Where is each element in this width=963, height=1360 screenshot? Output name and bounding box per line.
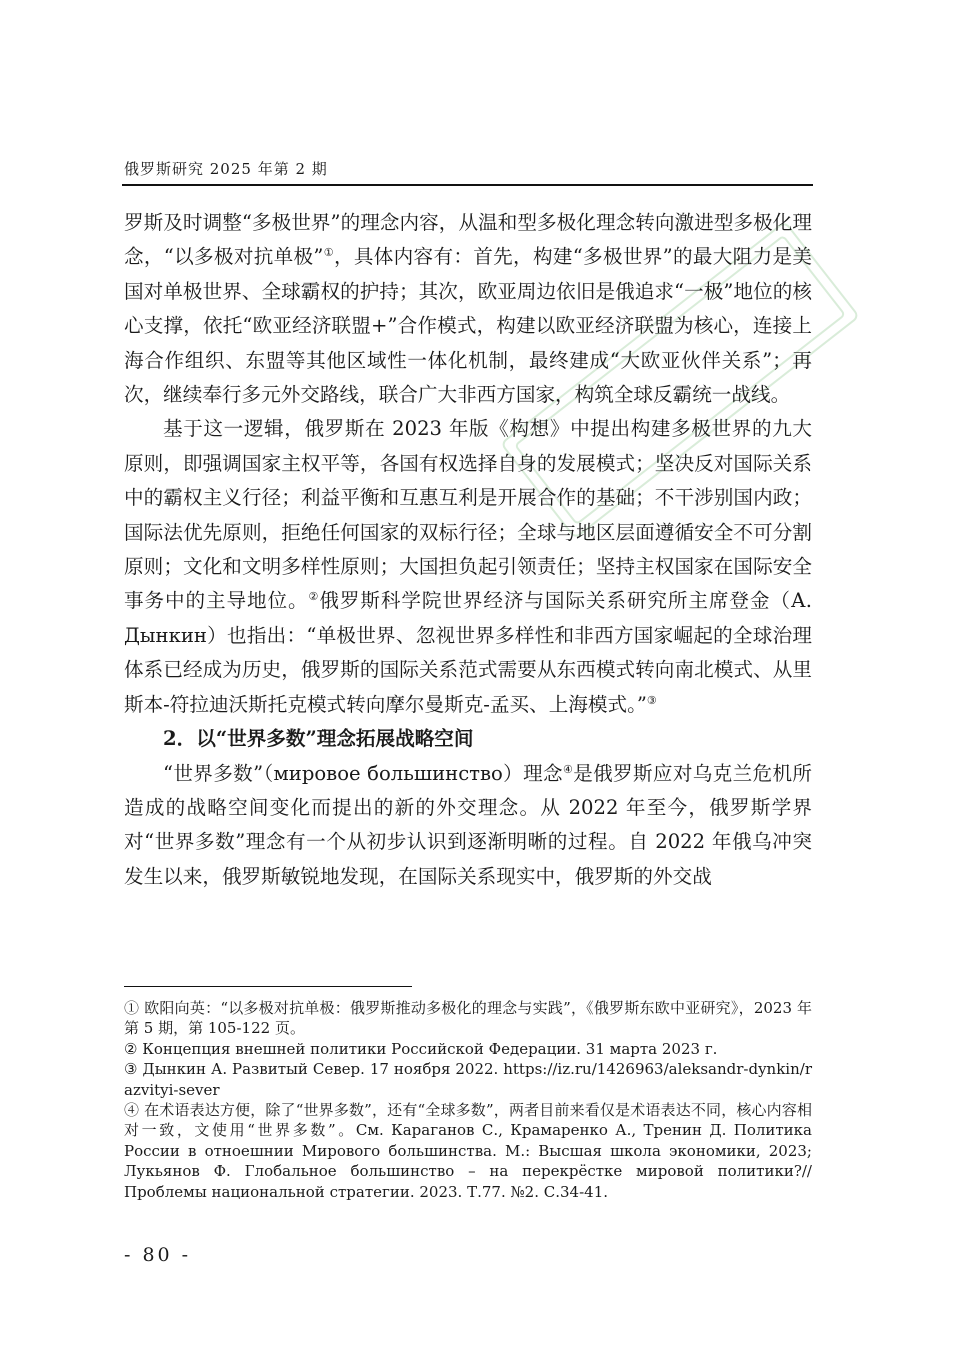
footnote-ref-4[interactable]: ④ <box>562 762 574 776</box>
footnote-3: ③ Дынкин А. Развитый Север. 17 ноября 2022. https://iz.ru/1426963/aleksandr-dynkin/razvityi-sever <box>124 1060 812 1099</box>
footnote-ref-3[interactable]: ③ <box>646 693 657 707</box>
running-header: 俄罗斯研究 2025 年第 2 期 <box>124 160 328 178</box>
footnote-1: ① 欧阳向英：“以多极对抗单极：俄罗斯推动多极化的理念与实践”，《俄罗斯东欧中亚研究》，2023 年第 5 期，第 105-122 页。 <box>124 999 812 1038</box>
paragraph-3: “世界多数”（мировое большинство）理念④是俄罗斯应对乌克兰危机所造成的战略空间变化而提出的新的外交理念。从 2022 年至今，俄罗斯学界对“世界多数”理念有一个从初步认识到逐渐明晰的过程。自 2022 年俄乌冲突发生以来，俄罗斯敏锐地发现，在国际关系现实中，俄罗斯的外交战 <box>124 761 812 888</box>
footnote-ref-1[interactable]: ① <box>323 246 334 260</box>
footnote-4: ④ 在术语表达方便，除了“世界多数”，还有“全球多数”，两者目前来看仅是术语表达不同，核心内容相对一致，文使用“世界多数”。См. Караганов С., Крамаренко А., Тренин Д. Политика России в отноешнии Мирового большинства. М.: Высшая школа экономики, 2023; Лукьянов Ф. Глобальное большинство – на перекрёстке мировой политики?// Проблемы национальной стратегии. 2023. Т.77. №2. С.34-41. <box>124 1101 812 1201</box>
footnote-ref-2[interactable]: ② <box>308 590 320 604</box>
footnote-2: ② Концепция внешней политики Российской Федерации. 31 марта 2023 г. <box>124 1039 718 1058</box>
footnote-rule <box>124 986 412 987</box>
page-number: - 80 - <box>124 1244 192 1266</box>
header-rule <box>122 184 813 186</box>
paragraph-2: 基于这一逻辑，俄罗斯在 2023 年版《构想》中提出构建多极世界的九大原则，即强调国家主权平等，各国有权选择自身的发展模式；坚决反对国际关系中的霸权主义行径；利益平衡和互惠互利是开展合作的基础；不干涉别国内政；国际法优先原则，拒绝任何国家的双标行径；全球与地区层面遵循安全不可分割原则；文化和文明多样性原则；大国担负起引领责任；坚持主权国家在国际安全事务中的主导地位。②俄罗斯科学院世界经济与国际关系研究所主席登金（А. Дынкин）也指出：“单极世界、忽视世界多样性和非西方国家崛起的全球治理体系已经成为历史，俄罗斯的国际关系范式需要从东西模式转向南北模式、从里斯本-符拉迪沃斯托克模式转向摩尔曼斯克-孟买、上海模式。”③ <box>124 417 812 716</box>
section-heading: 2．以“世界多数”理念拓展战略空间 <box>163 727 474 751</box>
footnotes <box>124 998 812 1202</box>
paragraph-1: 罗斯及时调整“多极世界”的理念内容，从温和型多极化理念转向激进型多极化理念，“以多极对抗单极”①，具体内容有：首先，构建“多极世界”的最大阻力是美国对单极世界、全球霸权的护持；其次，欧亚周边依旧是俄追求“一极”地位的核心支撑，依托“欧亚经济联盟+”合作模式，构建以欧亚经济联盟为核心，连接上海合作组织、东盟等其他区域性一体化机制，最终建成“大欧亚伙伴关系”；再次，继续奉行多元外交路线，联合广大非西方国家，构筑全球反霸统一战线。 <box>124 211 812 407</box>
main-body <box>124 206 812 894</box>
